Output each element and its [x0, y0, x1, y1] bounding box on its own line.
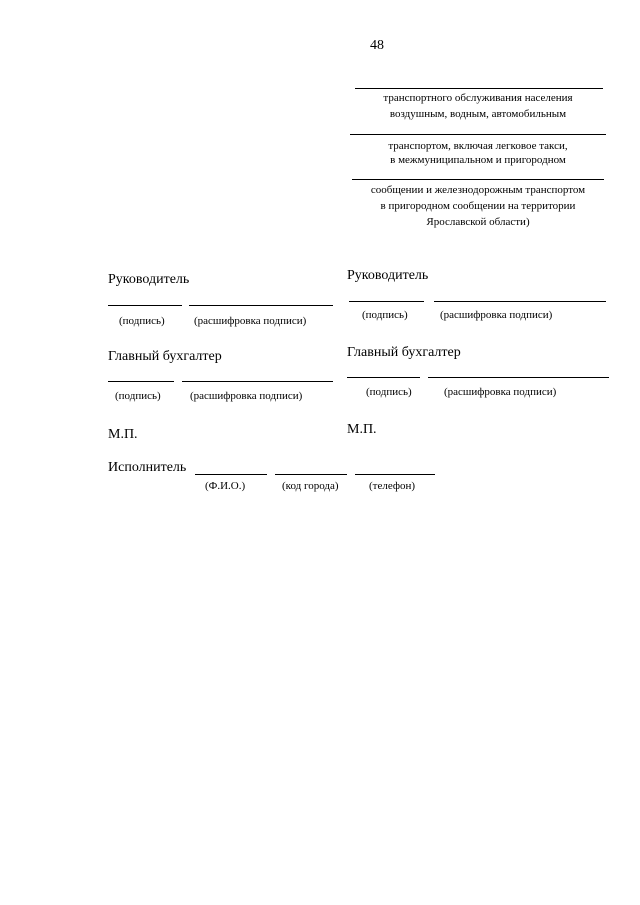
left-head-decode-line — [189, 305, 333, 306]
right-head-decode-caption: (расшифровка подписи) — [440, 309, 553, 321]
right-acc-decode-caption: (расшифровка подписи) — [444, 386, 557, 398]
executor-city-code-line — [275, 474, 347, 475]
header-text-line-5: сообщении и железнодорожным транспортом — [370, 184, 586, 196]
executor-fio-caption: (Ф.И.О.) — [205, 480, 246, 492]
executor-phone-line — [355, 474, 435, 475]
header-blank-line-2 — [350, 134, 606, 135]
left-stamp-label: М.П. — [108, 427, 138, 442]
left-accountant-label: Главный бухгалтер — [108, 349, 222, 364]
right-head-decode-line — [434, 301, 606, 302]
executor-label: Исполнитель — [108, 460, 187, 475]
page-number: 48 — [370, 38, 384, 53]
left-acc-sign-caption: (подпись) — [115, 390, 161, 402]
left-head-sign-line — [108, 305, 182, 306]
right-acc-sign-line — [347, 377, 420, 378]
left-acc-decode-line — [182, 381, 333, 382]
left-head-label: Руководитель — [108, 272, 190, 287]
left-acc-decode-caption: (расшифровка подписи) — [190, 390, 303, 402]
left-acc-sign-line — [108, 381, 174, 382]
executor-fio-line — [195, 474, 267, 475]
left-head-decode-caption: (расшифровка подписи) — [194, 315, 307, 327]
executor-city-code-caption: (код города) — [282, 480, 339, 492]
executor-phone-caption: (телефон) — [369, 480, 416, 492]
right-head-sign-caption: (подпись) — [362, 309, 408, 321]
right-acc-decode-line — [428, 377, 609, 378]
right-head-label: Руководитель — [347, 268, 429, 283]
header-text-line-3: транспортом, включая легковое такси, — [388, 140, 568, 152]
right-accountant-label: Главный бухгалтер — [347, 345, 461, 360]
right-acc-sign-caption: (подпись) — [366, 386, 412, 398]
header-text-line-2: воздушным, водным, автомобильным — [389, 108, 567, 120]
header-text-line-4: в межмуниципальном и пригородном — [390, 154, 566, 166]
header-text-line-1: транспортного обслуживания населения — [383, 92, 573, 104]
header-blank-line-1 — [355, 88, 603, 89]
header-text-line-6: в пригородном сообщении на территории — [380, 200, 576, 212]
right-head-sign-line — [349, 301, 424, 302]
right-stamp-label: М.П. — [347, 422, 377, 437]
left-head-sign-caption: (подпись) — [119, 315, 165, 327]
header-blank-line-3 — [352, 179, 604, 180]
header-text-line-7: Ярославской области) — [426, 216, 530, 228]
